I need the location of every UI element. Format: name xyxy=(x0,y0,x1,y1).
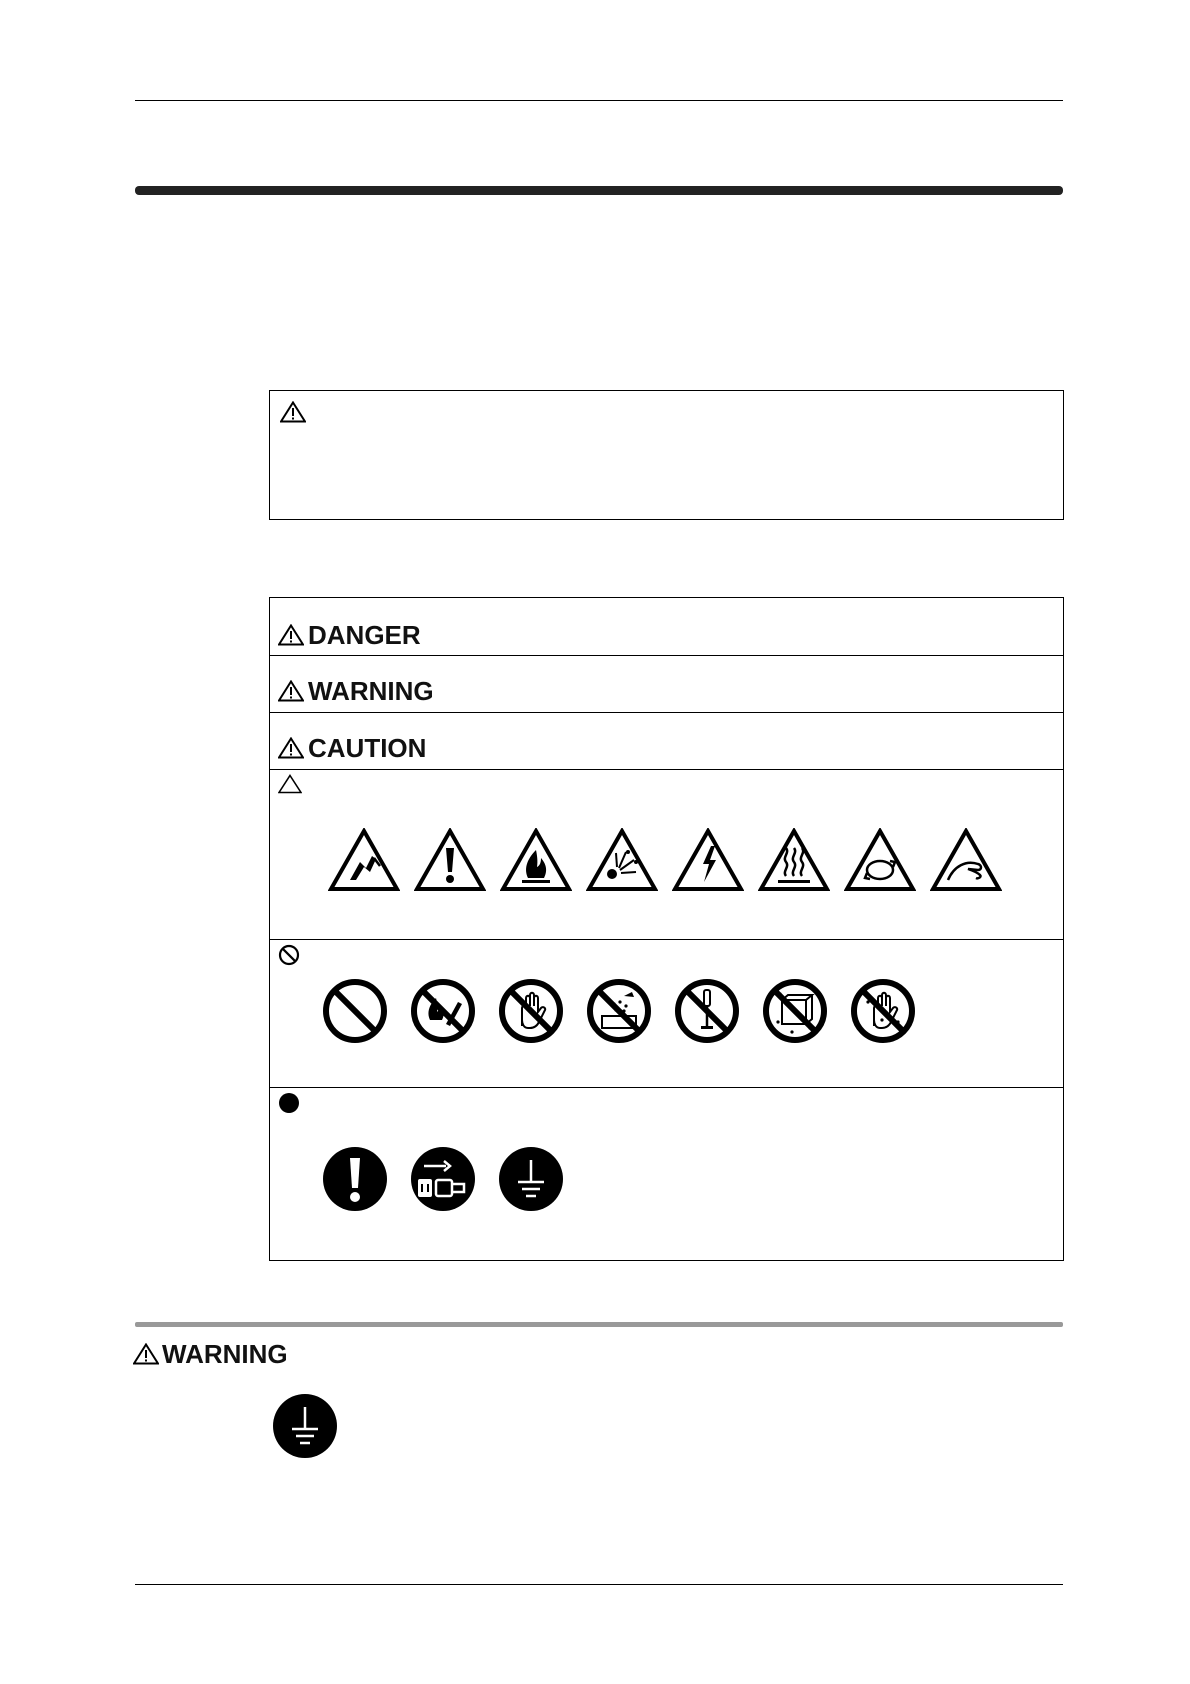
warning-triangle-icon xyxy=(278,680,304,702)
unplug-icon xyxy=(410,1146,476,1217)
caution-label: CAUTION xyxy=(278,735,426,761)
warning-triangle-icon xyxy=(280,401,306,428)
caution-row xyxy=(270,713,1063,770)
section-divider xyxy=(135,1322,1063,1327)
general-caution-icon xyxy=(414,828,486,897)
hot-surface-icon xyxy=(758,828,830,897)
caution-symbols-row xyxy=(270,770,1063,940)
warning-label: WARNING xyxy=(278,678,434,704)
do-not-disassemble-icon xyxy=(674,978,740,1049)
static-electricity-icon xyxy=(328,828,400,897)
warning-triangle-icon xyxy=(133,1343,159,1365)
danger-row xyxy=(270,598,1063,656)
mandatory-action-icon xyxy=(322,1146,388,1217)
caution-triangle-icon xyxy=(278,737,304,759)
section-title-bar xyxy=(135,186,1063,195)
safety-intro-box xyxy=(269,390,1064,520)
fire-hazard-icon xyxy=(500,828,572,897)
pinch-hazard-icon xyxy=(930,828,1002,897)
symbol-legend-table xyxy=(269,597,1064,1261)
do-not-touch-icon xyxy=(498,978,564,1049)
danger-label: DANGER xyxy=(278,622,421,648)
ground-icon xyxy=(272,1393,338,1464)
keep-dry-icon xyxy=(762,978,828,1049)
footer-rule xyxy=(135,1584,1063,1585)
caution-symbol-icon xyxy=(278,774,302,799)
no-open-flame-icon xyxy=(410,978,476,1049)
header-rule xyxy=(135,100,1063,101)
no-water-icon xyxy=(586,978,652,1049)
general-prohibition-icon xyxy=(322,978,388,1049)
section-warning-heading: WARNING xyxy=(133,1341,288,1367)
electric-shock-icon xyxy=(672,828,744,897)
explosion-hazard-icon xyxy=(586,828,658,897)
prohibition-symbols-row xyxy=(270,940,1063,1088)
rotating-parts-icon xyxy=(844,828,916,897)
no-wet-hands-icon xyxy=(850,978,916,1049)
ground-icon xyxy=(498,1146,564,1217)
prohibition-symbol-icon xyxy=(278,944,300,971)
danger-triangle-icon xyxy=(278,624,304,646)
warning-row xyxy=(270,656,1063,713)
mandatory-symbol-icon xyxy=(278,1092,300,1119)
mandatory-symbols-row xyxy=(270,1088,1063,1262)
